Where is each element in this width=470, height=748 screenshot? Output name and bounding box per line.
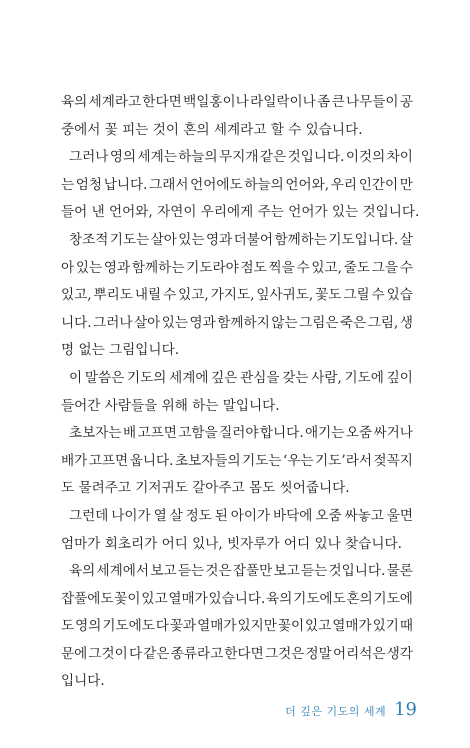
body-text xyxy=(61,89,420,696)
text-line: 그러나 영의 세계는 하늘의 무지개 같은 것입니다. 이것의 차이 xyxy=(69,149,413,166)
text-line: 육의 세계라고 한다면 백일홍이나 라일락이나 좀 큰 나무들이 공 xyxy=(61,94,413,110)
text-line: 들어 낸 언어와, 자연이 우리에게 주는 언어가 있는 것입니다. xyxy=(61,204,420,221)
text-line: 아 있는 영과 함께하는 기도라야 점도 찍을 수 있고, 줄도 그을 수 xyxy=(61,259,413,276)
text-line: 배가 고프면 웁니다. 초보자들의 기도는 ‘우는 기도’라서 젖꼭지 xyxy=(61,452,413,469)
text-line: 그런데 나이가 열 살 정도 된 아이가 바닥에 오줌 싸놓고 울면 xyxy=(69,507,413,524)
text-line: 이 말씀은 기도의 세계에 깊은 관심을 갖는 사람, 기도에 깊이 xyxy=(69,369,413,386)
running-title: 더 깊은 기도의 세계 xyxy=(285,705,387,718)
text-line: 입니다. xyxy=(61,673,105,690)
text-line: 육의 세계에서 보고 듣는 것은 잡풀만 보고 듣는 것입니다. 물론 xyxy=(69,563,413,580)
text-line: 도 영의 기도에도 다 꽃과 열매가 있지만 꽃이 있고 열매가 있기 때 xyxy=(61,618,413,635)
text-line: 잡풀에도 꽃이 있고 열매가 있습니다. 육의 기도에도 혼의 기도에 xyxy=(61,590,413,607)
text-line: 초보자는 배 고프면 고함을 질러야 합니다. 애기는 오줌 싸거나 xyxy=(69,425,413,442)
text-line: 명 없는 그림입니다. xyxy=(61,342,180,359)
text-line: 도 물려주고 기저귀도 갈아주고 몸도 씻어줍니다. xyxy=(61,480,350,497)
text-line: 있고, 뿌리도 내릴 수 있고, 가지도, 잎사귀도, 꽃도 그릴 수 있습 xyxy=(61,287,413,304)
page-number: 19 xyxy=(394,699,417,720)
text-line: 창조적 기도는 살아 있는 영과 더불어 함께하는 기도입니다. 살 xyxy=(69,231,413,248)
text-line: 중에서 꽃 피는 것이 혼의 세계라고 할 수 있습니다. xyxy=(61,121,363,138)
text-line: 는 엄청 납니다. 그래서 언어에도 하늘의 언어와, 우리 인간이 만 xyxy=(61,176,413,193)
text-line: 들어간 사람들을 위해 하는 말입니다. xyxy=(61,397,280,414)
text-line: 엄마가 회초리가 어디 있나, 빗자루가 어디 있나 찾습니다. xyxy=(61,535,402,552)
text-line: 니다. 그러나 살아 있는 영과 함께하지 않는 그림은 죽은 그림, 생 xyxy=(61,314,413,331)
page-footer xyxy=(285,699,417,720)
text-line: 문에 그것이 다 같은 종류라고 한다면 그것은 정말 어리석은 생각 xyxy=(61,645,413,662)
